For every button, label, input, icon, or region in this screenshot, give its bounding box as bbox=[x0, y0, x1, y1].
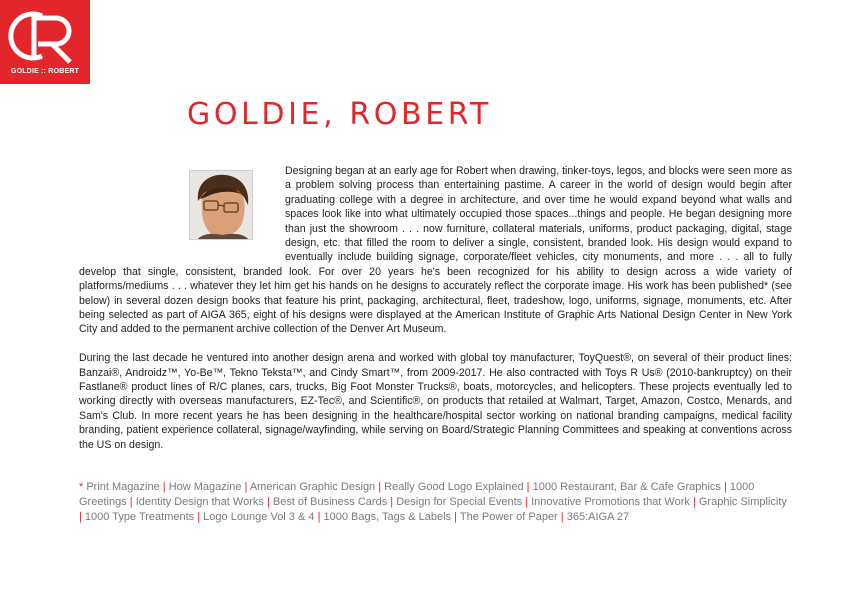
publication-item: Graphic Simplicity bbox=[698, 496, 787, 508]
bio-paragraph-1: Designing began at an early age for Robert when drawing, tinker-toys, legos, and blocks were seen more as a problem solving process than entertaining pastime. A career in the world of design would begin after graduating college with a degree in architecture, and over time he would expand beyond what walls and spaces look like into what ultimately occupied those spaces...things and people. He began designing more than just the showroom . . . now furniture, collateral materials, uniforms, product packaging, digital, stage design, etc. that filled the room to deliver a single, consistent, branded look. His design would expand to eventually include building signage, corporate/fleet vehicles, city monuments, and more . . . all to fully develop that single, consistent, branded look. For over 20 years he's been recognized for his ability to design across a wide variety of platforms/mediums . . . whatever they let him get his hands on he designs to accurately reflect the corporate image. His work has been published* (see below) in several dozen design books that feature his print, packaging, architectural, fleet, tradeshow, logo, uniforms, signage, monuments, etc. After being selected as part of AIGA 365, eight of his designs were displayed at the American Institute of Graphic Arts National Design Center in New York City and added to the permanent archive collection of the Denver Art Museum. bbox=[79, 165, 792, 336]
page-title: GOLDIE, ROBERT bbox=[187, 97, 492, 132]
publication-item: 1000 Bags, Tags & Labels bbox=[323, 511, 452, 523]
publication-separator: | bbox=[378, 481, 382, 493]
publication-separator: | bbox=[525, 496, 529, 508]
publication-item: 365:AIGA 27 bbox=[566, 511, 630, 523]
publication-item: 1000 Greetings bbox=[79, 481, 755, 508]
publication-item: 1000 Type Treatments bbox=[84, 511, 195, 523]
publication-separator: | bbox=[454, 511, 458, 523]
publication-item: How Magazine bbox=[168, 481, 242, 493]
publication-separator: | bbox=[129, 496, 133, 508]
publication-separator: | bbox=[162, 481, 166, 493]
publication-separator: | bbox=[723, 481, 727, 493]
publications-marker: * bbox=[79, 481, 84, 493]
publication-item: Print Magazine bbox=[86, 481, 160, 493]
publication-item: American Graphic Design bbox=[249, 481, 376, 493]
publication-separator: | bbox=[692, 496, 696, 508]
publication-separator: | bbox=[79, 511, 82, 523]
logo-caption: GOLDIE :: ROBERT bbox=[10, 68, 80, 75]
publication-item: Logo Lounge Vol 3 & 4 bbox=[203, 511, 315, 523]
cr-monogram-icon bbox=[8, 6, 82, 66]
publication-separator: | bbox=[390, 496, 394, 508]
publication-separator: | bbox=[317, 511, 321, 523]
publication-item: Best of Business Cards bbox=[272, 496, 388, 508]
brand-logo[interactable] bbox=[0, 0, 90, 84]
publication-separator: | bbox=[266, 496, 270, 508]
publication-item: Really Good Logo Explained bbox=[384, 481, 524, 493]
publication-separator: | bbox=[560, 511, 564, 523]
publication-item: The Power of Paper bbox=[459, 511, 558, 523]
publications-list bbox=[79, 480, 792, 525]
publication-item: Identity Design that Works bbox=[135, 496, 264, 508]
publication-separator: | bbox=[197, 511, 201, 523]
publication-item: 1000 Restaurant, Bar & Cafe Graphics bbox=[532, 481, 721, 493]
bio-paragraph-2: During the last decade he ventured into another design arena and worked with global toy manufacturer, ToyQuest®, on several of their product lines: Banzai®, Androidz™, Yo-Be™, Tekno Teksta™, and Cindy Smart™, from 2009-2017. He also contracted with Toys R Us® (2010-bankruptcy) on their Fastlane® product lines of R/C planes, cars, trucks, Big Foot Monster Trucks®, boats, motorcycles, and helicopters. These projects eventually led to working directly with overseas manufacturers, EZ-Tec®, and Scientific®, on products that retailed at Walmart, Target, Amazon, Costco, Menards, and Sam's Club. In more recent years he has been designing in the healthcare/hospital sector working on national branding campaigns, medical facility branding, patient experience collateral, signage/wayfinding, while serving on Board/Strategic Planning Committees and speaking at conventions across the US on design. bbox=[79, 352, 792, 451]
publication-item: Design for Special Events bbox=[396, 496, 523, 508]
publication-item: Innovative Promotions that Work bbox=[531, 496, 690, 508]
publication-separator: | bbox=[526, 481, 530, 493]
biography bbox=[79, 164, 792, 452]
publication-separator: | bbox=[244, 481, 248, 493]
